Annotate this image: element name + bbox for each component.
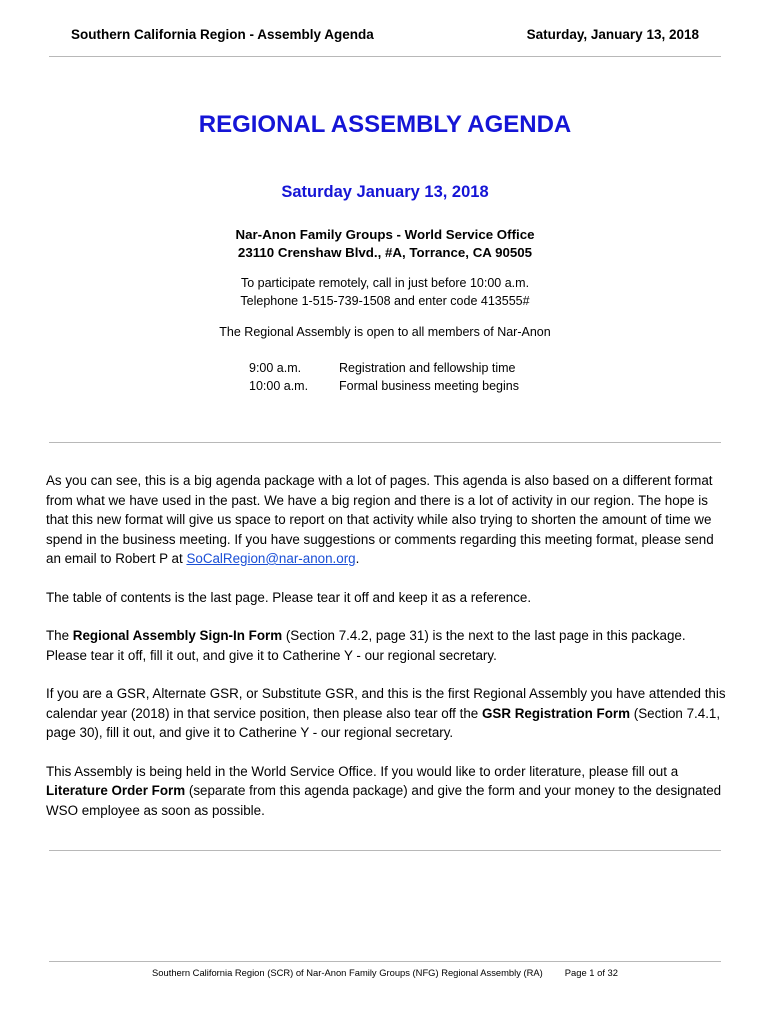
paragraph-gsr: If you are a GSR, Alternate GSR, or Substitute GSR, and this is the first Regional Assembly you have attended this calendar year (2018) in that service position, then please also tear off the GSR Registration Form (Section 7.4.1, page 30), fill it out, and give it to Catherine Y - our regional secretary. — [46, 686, 726, 740]
page-number: Page 1 of 32 — [564, 967, 618, 978]
page-footer — [0, 967, 770, 978]
header-divider — [49, 56, 721, 57]
header-right: Saturday, January 13, 2018 — [526, 27, 699, 42]
remote-info — [0, 275, 770, 310]
open-note: The Regional Assembly is open to all members of Nar-Anon — [219, 325, 551, 339]
venue-block — [0, 226, 770, 262]
paragraph-signin: The Regional Assembly Sign-In Form (Section 7.4.2, page 31) is the next to the last page in this package. Please tear it off, fill it out, and give it to Catherine Y - our regional secretary. — [46, 628, 686, 663]
paragraph-literature: This Assembly is being held in the World Service Office. If you would like to order literature, please fill out a Literature Order Form (separate from this agenda package) and give the form and your money to the designated WSO employee as soon as possible. — [46, 763, 722, 818]
footer-divider — [49, 961, 721, 962]
venue-name: Nar-Anon Family Groups - World Service Office — [235, 227, 535, 242]
footer-text: Southern California Region (SCR) of Nar-Anon Family Groups (NFG) Regional Assembly (RA) — [152, 967, 543, 978]
email-link[interactable]: SoCalRegion@nar-anon.org — [186, 551, 356, 566]
schedule-event: Formal business meeting begins — [339, 378, 519, 393]
remote-line-1: To participate remotely, call in just before 10:00 a.m. — [240, 276, 530, 290]
body-text — [46, 471, 728, 839]
paragraph-intro: As you can see, this is a big agenda package with a lot of pages. This agenda is also based on a different format from what we have used in the past. We have a big region and there is a lot of activity in our region. The hope is that this new format will give us space to report on that activity while also trying to shorten the amount of time we spend in the business meeting. If you have suggestions or comments regarding this meeting format, please send an email to Robert P at SoCalRegion@nar-anon.org. — [46, 473, 714, 566]
header-left: Southern California Region - Assembly Agenda — [71, 27, 374, 42]
meeting-date: Saturday January 13, 2018 — [281, 183, 489, 201]
schedule-time: 9:00 a.m. — [249, 361, 302, 375]
schedule-event: Registration and fellowship time — [339, 361, 516, 375]
schedule-row — [249, 378, 519, 396]
remote-line-2: Telephone 1-515-739-1508 and enter code 413555# — [240, 293, 530, 308]
schedule-time: 10:00 a.m. — [249, 378, 309, 393]
page-header — [71, 27, 699, 42]
section-divider — [49, 442, 721, 443]
paragraph-toc: The table of contents is the last page. Please tear it off and keep it as a reference. — [46, 589, 532, 605]
page-title: REGIONAL ASSEMBLY AGENDA — [198, 111, 572, 138]
schedule — [249, 360, 519, 395]
schedule-row — [249, 360, 519, 378]
section-divider — [49, 850, 721, 851]
venue-address: 23110 Crenshaw Blvd., #A, Torrance, CA 90505 — [237, 245, 533, 260]
